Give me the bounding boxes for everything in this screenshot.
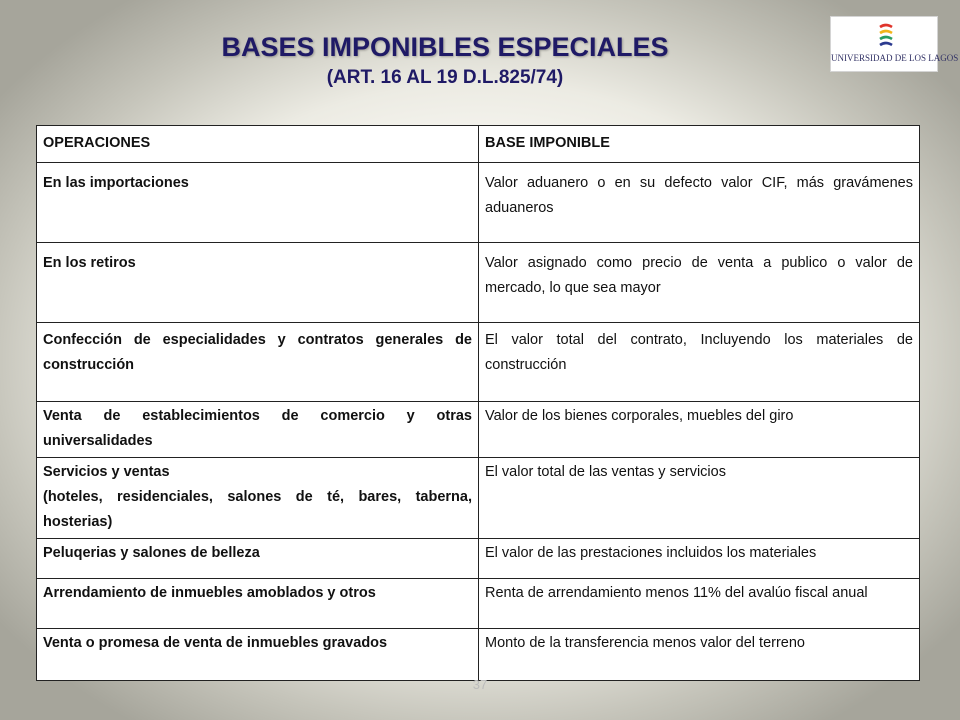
operation-cell: En las importaciones (37, 163, 479, 243)
operation-cell: Venta o promesa de venta de inmuebles gravados (37, 629, 479, 681)
operation-cell: Servicios y ventas (hoteles, residenciales, salones de té, bares, taberna, hosterias) (37, 458, 479, 539)
tax-base-cell: Monto de la transferencia menos valor del terreno (479, 629, 920, 681)
slide-subtitle: (ART. 16 AL 19 D.L.825/74) (326, 67, 564, 88)
operation-cell: En los retiros (37, 243, 479, 323)
operation-cell: Venta de establecimientos de comercio y otras universalidades (37, 402, 479, 458)
table-row (37, 579, 920, 629)
tax-base-cell: El valor de las prestaciones incluidos los materiales (479, 539, 920, 579)
slide-title: BASES IMPONIBLES ESPECIALES (221, 32, 669, 62)
tax-base-cell: Renta de arrendamiento menos 11% del avalúo fiscal anual (479, 579, 920, 629)
tax-base-cell: Valor aduanero o en su defecto valor CIF, más gravámenes aduaneros (479, 163, 920, 243)
table-row (37, 323, 920, 402)
university-logo-text: UNIVERSIDAD DE LOS LAGOS (831, 53, 959, 63)
table-row (37, 243, 920, 323)
operation-cell: Confección de especialidades y contratos generales de construcción (37, 323, 479, 402)
tax-base-cell: El valor total de las ventas y servicios (479, 458, 920, 539)
table-row (37, 539, 920, 579)
university-logo-icon (878, 22, 894, 48)
table-row (37, 402, 920, 458)
operation-cell: Arrendamiento de inmuebles amoblados y otros (37, 579, 479, 629)
table-header-row (37, 126, 920, 163)
operation-cell: Peluqerias y salones de belleza (37, 539, 479, 579)
column-header-base-imponible: BASE IMPONIBLE (479, 126, 920, 163)
tax-base-cell: El valor total del contrato, Incluyendo los materiales de construcción (479, 323, 920, 402)
tax-base-table (36, 125, 920, 681)
column-header-operaciones: OPERACIONES (37, 126, 479, 163)
table-row (37, 458, 920, 539)
tax-base-cell: Valor asignado como precio de venta a publico o valor de mercado, lo que sea mayor (479, 243, 920, 323)
table-row (37, 163, 920, 243)
title-block (150, 30, 740, 91)
table-row (37, 629, 920, 681)
tax-base-cell: Valor de los bienes corporales, muebles del giro (479, 402, 920, 458)
page-number: 37 (472, 677, 488, 692)
university-logo (830, 16, 959, 72)
